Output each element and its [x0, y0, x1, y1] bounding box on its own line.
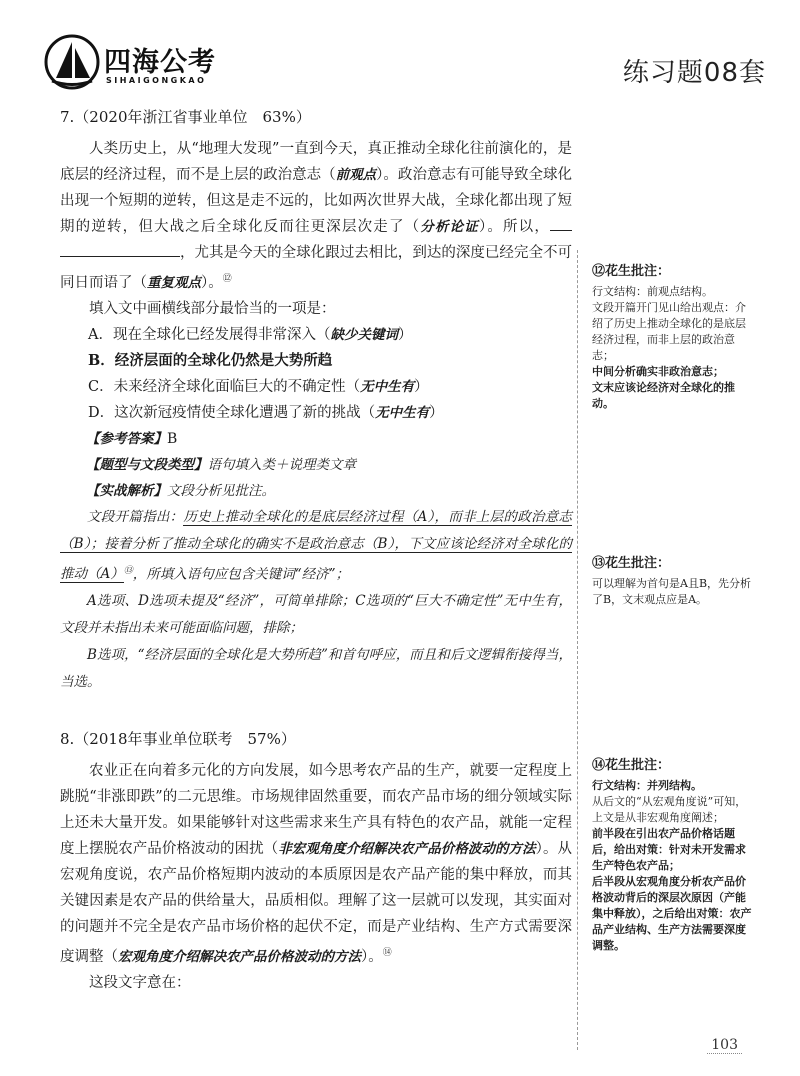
option-text: D．这次新冠疫情使全球化遭遇了新的挑战（: [88, 404, 376, 421]
analysis-value: 文段分析见批注。: [167, 482, 275, 499]
question-stem: 这段文字意在：: [89, 974, 191, 991]
blank-line: [550, 214, 572, 231]
note-line: 中间分析确实非政治意志；: [592, 365, 724, 378]
type-line: [60, 452, 572, 478]
sailboat-logo-icon: [44, 34, 100, 90]
page-number: 103: [707, 1037, 742, 1054]
page-title: 练习题08套: [622, 58, 766, 88]
note-ref: ⑭: [382, 948, 392, 958]
annotation-mark: 前观点: [335, 167, 377, 183]
note-line: 文段开篇开门见山给出观点：介绍了历史上推动全球化的是底层经济过程，而非上层的政治意志；: [592, 301, 746, 362]
note-title: ⑫花生批注：: [592, 264, 671, 279]
option-b: [60, 348, 572, 374]
option-c: [60, 374, 572, 400]
note-title: ⑭花生批注：: [592, 758, 671, 773]
analysis-paragraph: B选项，“经济层面的全球化是大势所趋”和首句呼应，而且和后文逻辑衔接得当，当选。: [60, 647, 572, 691]
option-text: B．经济层面的全球化仍然是大势所趋: [88, 351, 333, 369]
question-title: 8.（2018年事业单位联考 57%）: [60, 730, 296, 748]
analysis-paragraph: [60, 504, 572, 589]
blank-line: [60, 240, 180, 257]
annotation-mark: 非宏观角度介绍解决农产品价格波动的方法: [278, 841, 536, 857]
annotation-mark: 宏观角度介绍解决农产品价格波动的方法: [118, 948, 361, 965]
analysis-text: 文段开篇指出：: [87, 508, 184, 525]
note-line: 可以理解为首句是A且B，先分析了B，文末观点应是A。: [592, 577, 752, 606]
note-line: 前半段在引出农产品价格话题后，给出对策：针对未开发需求生产特色农产品；: [592, 827, 746, 872]
option-text: C．未来经济全球化面临巨大的不确定性（: [88, 378, 361, 395]
note-line: 后半段从宏观角度分析农产品价格波动背后的深层次原因（产能集中释放），之后给出对策：农产品产业结构、生产方法需要深度调整。: [592, 875, 752, 952]
option-d: [60, 400, 572, 426]
type-value: 语句填入类＋说理类文章: [207, 456, 356, 473]
passage-text: ）。: [201, 274, 223, 291]
type-label: 【题型与文段类型】: [86, 456, 208, 473]
analysis-line: [60, 478, 572, 504]
note-line: 行文结构：前观点结构。: [592, 285, 713, 298]
passage-text: ）。所以，: [478, 219, 551, 235]
analysis-paragraph: A选项、D选项未提及“经济”，可简单排除；C选项的“巨大不确定性”无中生有，文段并未指出未来可能面临问题，排除；: [60, 593, 572, 637]
logo-subtext: SIHAIGONGKAO: [106, 76, 207, 85]
note-line: 从后文的“从宏观角度说”可知，上文是从非宏观角度阐述；: [592, 795, 747, 824]
side-note-14: [592, 758, 752, 954]
passage-text: ）。政治意志有可能导致全球化出现一个短期的逆转，但这是走不远的，比如两次世界大战，全球化都出现了短期的逆转，但大战之后全球化反而往更深层次走了（: [60, 167, 573, 235]
logo-text: 四海公考: [104, 47, 216, 78]
option-text: A．现在全球化已经发展得非常深入（: [88, 326, 331, 343]
answer-value: B: [167, 430, 178, 447]
question-7: [60, 104, 572, 696]
note-title: ⑬花生批注：: [592, 556, 671, 571]
question-stem: 填入文中画横线部分最恰当的一项是：: [89, 300, 336, 317]
note-line: 文末应该论经济对全球化的推动。: [592, 381, 735, 410]
side-note-13: [592, 556, 752, 608]
analysis-label: 【实战解析】: [86, 482, 167, 499]
passage: [60, 758, 572, 970]
answer-label: 【参考答案】: [86, 430, 167, 447]
side-note-12: [592, 264, 752, 412]
passage-text: 人类历史上，从“地理大发现”一直到今天，真正推动全球化往前演化的，是底层的经济过程，而不是上层的政治意志（: [60, 141, 572, 183]
sidebar-divider: [577, 250, 578, 1050]
logo: [44, 34, 244, 96]
option-text: ）: [397, 326, 413, 343]
passage: [60, 136, 572, 296]
note-line: 行文结构：并列结构。: [592, 779, 702, 792]
passage-text: ）。从宏观角度说，农产品价格短期内波动的本质原因是农产品产能的集中释放，而其关键因素是农产品的供给量大，品质相似。理解了这一层就可以发现，其实面对的问题并不完全是农产品市场价格的起伏不定，而是产业结构、生产方式需要深度调整（: [60, 841, 573, 965]
question-8: [60, 726, 572, 996]
passage-text: ）。: [361, 948, 383, 965]
option-note: 无中生有: [375, 404, 430, 421]
question-title: 7.（2020年浙江省事业单位 63%）: [60, 108, 311, 126]
answer-line: [60, 426, 572, 452]
annotation-mark: 分析论证: [420, 219, 479, 235]
option-text: ）: [414, 378, 429, 395]
note-ref: ⑬: [123, 565, 133, 576]
passage-text: ，尤其是今天的全球化跟过去相比，到达的深度已经完全不可同日而语了（: [60, 245, 572, 291]
passage-text: 农业正在向着多元化的方向发展，如今思考农产品的生产，就要一定程度上跳脱“非涨即跌”的二元思维。市场规律固然重要，而农产品市场的细分领域实际上还未大量开发。如果能够针对这些需求来生产具有特色的农产品，就能一定程度上摆脱农产品价格波动的困扰（: [60, 763, 572, 857]
option-note: 缺少关键词: [330, 326, 398, 343]
underlined-text: 历史上推动全球化的是底层经济过程（A），而非上层的政治意志（B）；接着分析了推动全球化的确实不是政治意志（B），下文应该论经济对全球化的推动（A）: [60, 508, 573, 583]
analysis-text: ，所填入语句应包含关键词“经济”；: [132, 566, 350, 583]
option-note: 无中生有: [360, 378, 415, 395]
note-ref: ⑫: [222, 274, 232, 284]
option-a: [60, 322, 572, 348]
annotation-mark: 重复观点: [147, 274, 201, 291]
option-text: ）: [429, 404, 444, 421]
